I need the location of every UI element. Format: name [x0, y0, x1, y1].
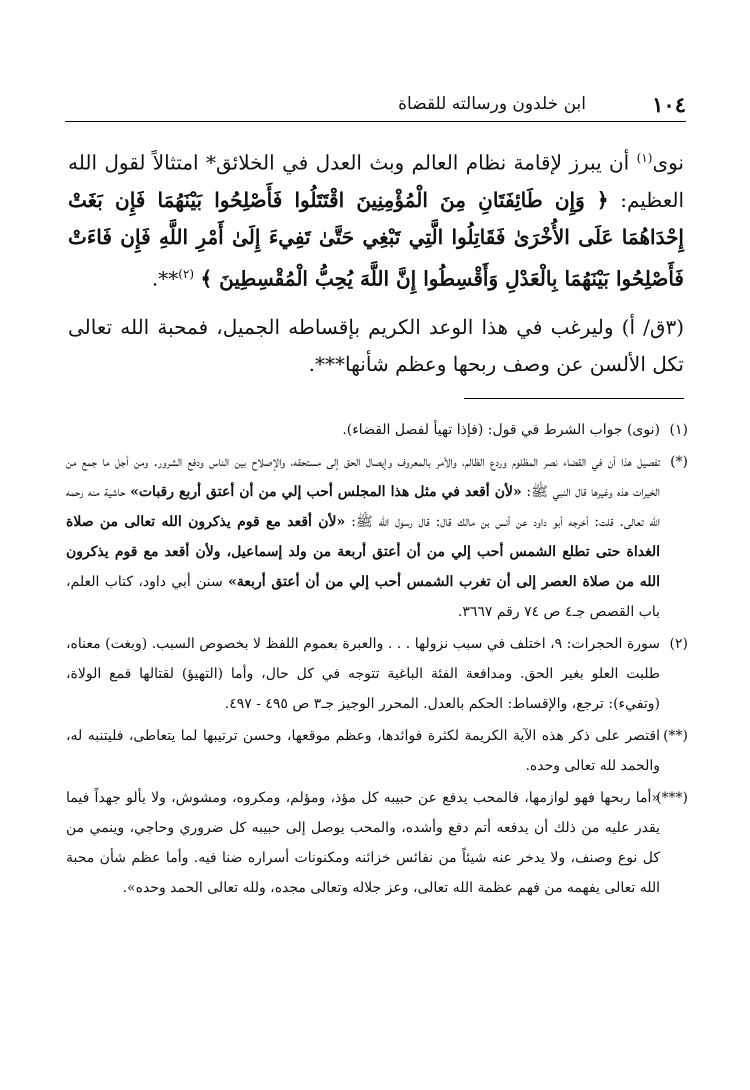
main-paragraph-1: [68, 140, 684, 297]
footnote-text: (نوى) جواب الشرط في قول: (فإذا تهيأ لفصل القضاء).: [342, 422, 660, 438]
footnote-label: (١): [669, 422, 688, 438]
footnote-1: [66, 415, 688, 445]
running-title: ابن خلدون ورسالته للقضاة: [398, 94, 586, 114]
quran-verse: ﴿ وَإِن طَائِفَتَانِ مِنَ الْمُؤْمِنِينَ اقْتَتَلُوا فَأَصْلِحُوا بَيْنَهُمَا فَإِن بَغَتْ إِحْدَاهُمَا عَلَى الأُخْرَىٰ فَقَاتِلُوا الَّتِي تَبْغِي حَتَّىٰ تَفِيءَ إِلَىٰ أَمْرِ اللَّهِ فَإِن فَاءَتْ فَأَصْلِحُوا بَيْنَهُمَا بِالْعَدْلِ وَأَقْسِطُوا إِنَّ اللَّهَ يُحِبُّ الْمُقْسِطِينَ ﴾: [68, 187, 684, 291]
page-number: ١٠٤: [652, 92, 686, 117]
paragraph-end-mark: **.: [151, 266, 179, 291]
footnote-text: اقتصر على ذكر هذه الآية الكريمة لكثرة فوائدها، وعظم موقعها، وحسن ترتيبها لما يتعاطى، فليتنبه له، والحمد لله تعالى وحده.: [66, 728, 660, 774]
footnote-label: (*): [670, 454, 688, 470]
footnote-label: (***): [656, 790, 688, 806]
footnote-text: حاشية منه رحمه الله تعالى. قلت: أخرجه أبو داود عن أنس بن مالك قال: قال رسول الله ﷺ:: [66, 484, 661, 530]
hadith-quote: «لأن أقعد في مثل هذا المجلس أحب إلي من أن أعتق أربع رقبات»: [130, 484, 522, 500]
footnote-divider: [464, 398, 684, 399]
footnote-text: تفصيل هذا أن في القضاء نصر المظلوم وردع الظالم، والأمر بالمعروف وإيصال الحق إلى مستحقه، والإصلاح بين الناس ودفع الشرور. ومن أجل ما جمع من الخيرات هذه وغيرها قال النبي ﷺ:: [66, 454, 660, 500]
paragraph-intro-word: نوى: [652, 150, 684, 175]
hadith-quote: «لأن أقعد مع قوم يذكرون الله تعالى من صلاة الغداة حتى تطلع الشمس أحب إلي من أن أعتق أربعة من ولد إسماعيل، ولأن أقعد مع قوم يذكرون الله من صلاة العصر إلى أن تغرب الشمس أحب إلي من أن أعتق أربعة»: [66, 514, 660, 590]
footnote-triple-star: [66, 783, 688, 903]
main-paragraph-2: (٣ق/ أ) وليرغب في هذا الوعد الكريم بإقساطه الجميل، فمحبة الله تعالى تكل الألسن عن وصف ربحها وعظم شأنها***.: [68, 315, 685, 377]
footnote-text: «أما ربحها فهو لوازمها، فالمحب يدفع عن حبيبه كل مؤذ، ومؤلم، ومكروه، ومشوش، ولا يألو جهداً فيما يقدر عليه من ذلك أن يدفعه أتم دفع وأشده، والمحب يوصل إلى حبيبه كل ضروري وحاجي، وينمي من كل نوع وصنف، ولا يدخر عنه شيئاً من نفائس خزائنه ومكنونات أسراره ضنا فيه. وأما عظم شأن محبة الله تعالى يفهمه من فهم عظمة الله تعالى، وعز جلاله وتعالى مجده، ولله تعالى الحمد وحده».: [66, 790, 660, 896]
header-divider: [65, 121, 686, 122]
footnotes: [66, 415, 688, 903]
page-header: [65, 88, 686, 118]
footnote-2: [66, 629, 688, 719]
footnote-label: (**): [663, 728, 688, 744]
main-text: [68, 140, 684, 383]
footnote-text: سنن أبي داود، كتاب العلم، باب القصص جـ٤ ص ٧٤ رقم ٣٦٦٧.: [66, 574, 660, 620]
footnote-label: (٢): [669, 636, 688, 652]
paragraph-text: أن يبرز لإقامة نظام العالم وبث العدل في الخلائق* امتثالاً لقول الله العظيم:: [68, 150, 685, 212]
footnote-double-star: [66, 721, 688, 781]
footnote-star: [66, 447, 688, 627]
footnote-marker-1: (١): [636, 151, 653, 165]
footnote-marker-2: (٢): [178, 266, 195, 281]
footnote-text: سورة الحجرات: ٩، اختلف في سبب نزولها . . . والعبرة بعموم اللفظ لا بخصوص السبب. (وبغت) معناه، طلبت العلو بغير الحق. ومدافعة الفئة الباغية تتوجه في كل حال، وأما (التهيؤ) لقتالها فمع الولاة، (وتفيء): ترجع، والإقساط: الحكم بالعدل. المحرر الوجيز جـ٣ ص ٤٩٥ - ٤٩٧.: [66, 636, 660, 712]
